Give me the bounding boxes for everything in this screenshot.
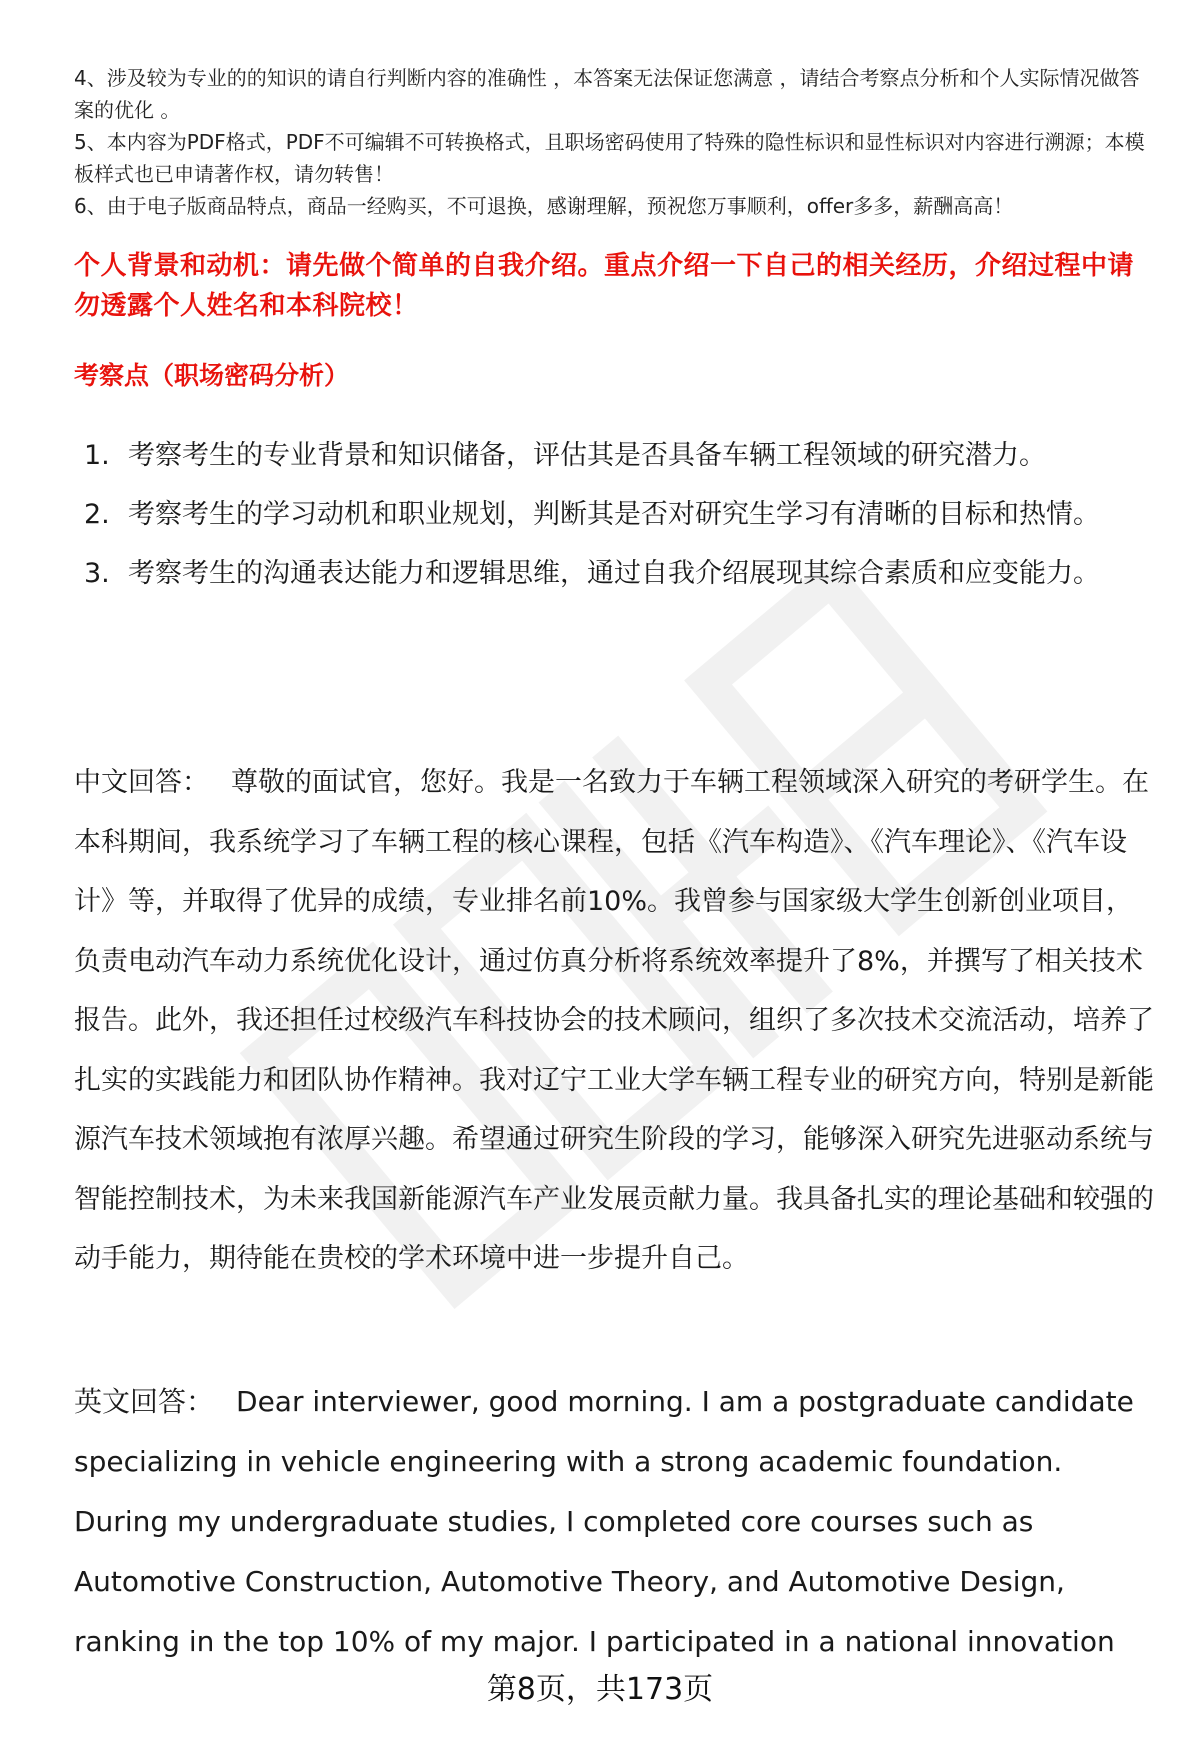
english-answer-label: 英文回答： (74, 1385, 215, 1418)
notice-item: 4、涉及较为专业的的知识的请自行判断内容的准确性 ，本答案无法保证您满意 ，请结合考察点分析和个人实际情况做答案的优化 。 (74, 66, 1140, 122)
point-text: 考察考生的沟通表达能力和逻辑思维，通过自我介绍展现其综合素质和应变能力。 (128, 558, 1100, 589)
notice-item: 6、由于电子版商品特点，商品一经购买，不可退换，感谢理解，预祝您万事顺利，offer多多，薪酬高高！ (74, 194, 1014, 218)
assessment-point (74, 544, 1154, 603)
question-title: 个人背景和动机：请先做个简单的自我介绍。重点介绍一下自己的相关经历，介绍过程中请勿透露个人姓名和本科院校！ (74, 251, 1135, 321)
point-number: 2. (84, 499, 110, 530)
point-text: 考察考生的专业背景和知识储备，评估其是否具备车辆工程领域的研究潜力。 (128, 440, 1046, 471)
assessment-point (74, 485, 1154, 544)
assessment-points-list (74, 426, 1154, 603)
point-number: 1. (84, 440, 110, 471)
notice-list (74, 62, 1154, 222)
chinese-answer-text: 尊敬的面试官，您好。我是一名致力于车辆工程领域深入研究的考研学生。在本科期间，我系统学习了车辆工程的核心课程，包括《汽车构造》、《汽车理论》、《汽车设计》等，并取得了优异的成绩，专业排名前10%。我曾参与国家级大学生创新创业项目，负责电动汽车动力系统优化设计，通过仿真分析将系统效率提升了8%，并撰写了相关技术报告。此外，我还担任过校级汽车科技协会的技术顾问，组织了多次技术交流活动，培养了扎实的实践能力和团队协作精神。我对辽宁工业大学车辆工程专业的研究方向，特别是新能源汽车技术领域抱有浓厚兴趣。希望通过研究生阶段的学习，能够深入研究先进驱动系统与智能控制技术，为未来我国新能源汽车产业发展贡献力量。我具备扎实的理论基础和较强的动手能力，期待能在贵校的学术环境中进一步提升自己。 (74, 767, 1154, 1274)
english-answer-text: Dear interviewer, good morning. I am a postgraduate candidate specializing in vehicle engineering with a strong academic foundation. During my undergraduate studies, I completed core courses such as Automotive Construction, Automotive Theory, and Automotive Design, ranking in the top 10% of my major. I participated in a national innovation (74, 1385, 1134, 1658)
english-answer (74, 1372, 1159, 1672)
chinese-answer (74, 753, 1159, 1289)
assessment-point (74, 426, 1154, 485)
notice-item: 5、本内容为PDF格式，PDF不可编辑不可转换格式，且职场密码使用了特殊的隐性标识和显性标识对内容进行溯源；本模板样式也已申请著作权，请勿转售！ (74, 130, 1145, 186)
points-title: 考察点（职场密码分析） (74, 361, 350, 390)
point-number: 3. (84, 558, 110, 589)
page-footer: 第8页，共173页 (486, 1672, 714, 1707)
point-text: 考察考生的学习动机和职业规划，判断其是否对研究生学习有清晰的目标和热情。 (128, 499, 1100, 530)
chinese-answer-label: 中文回答： (74, 767, 209, 798)
